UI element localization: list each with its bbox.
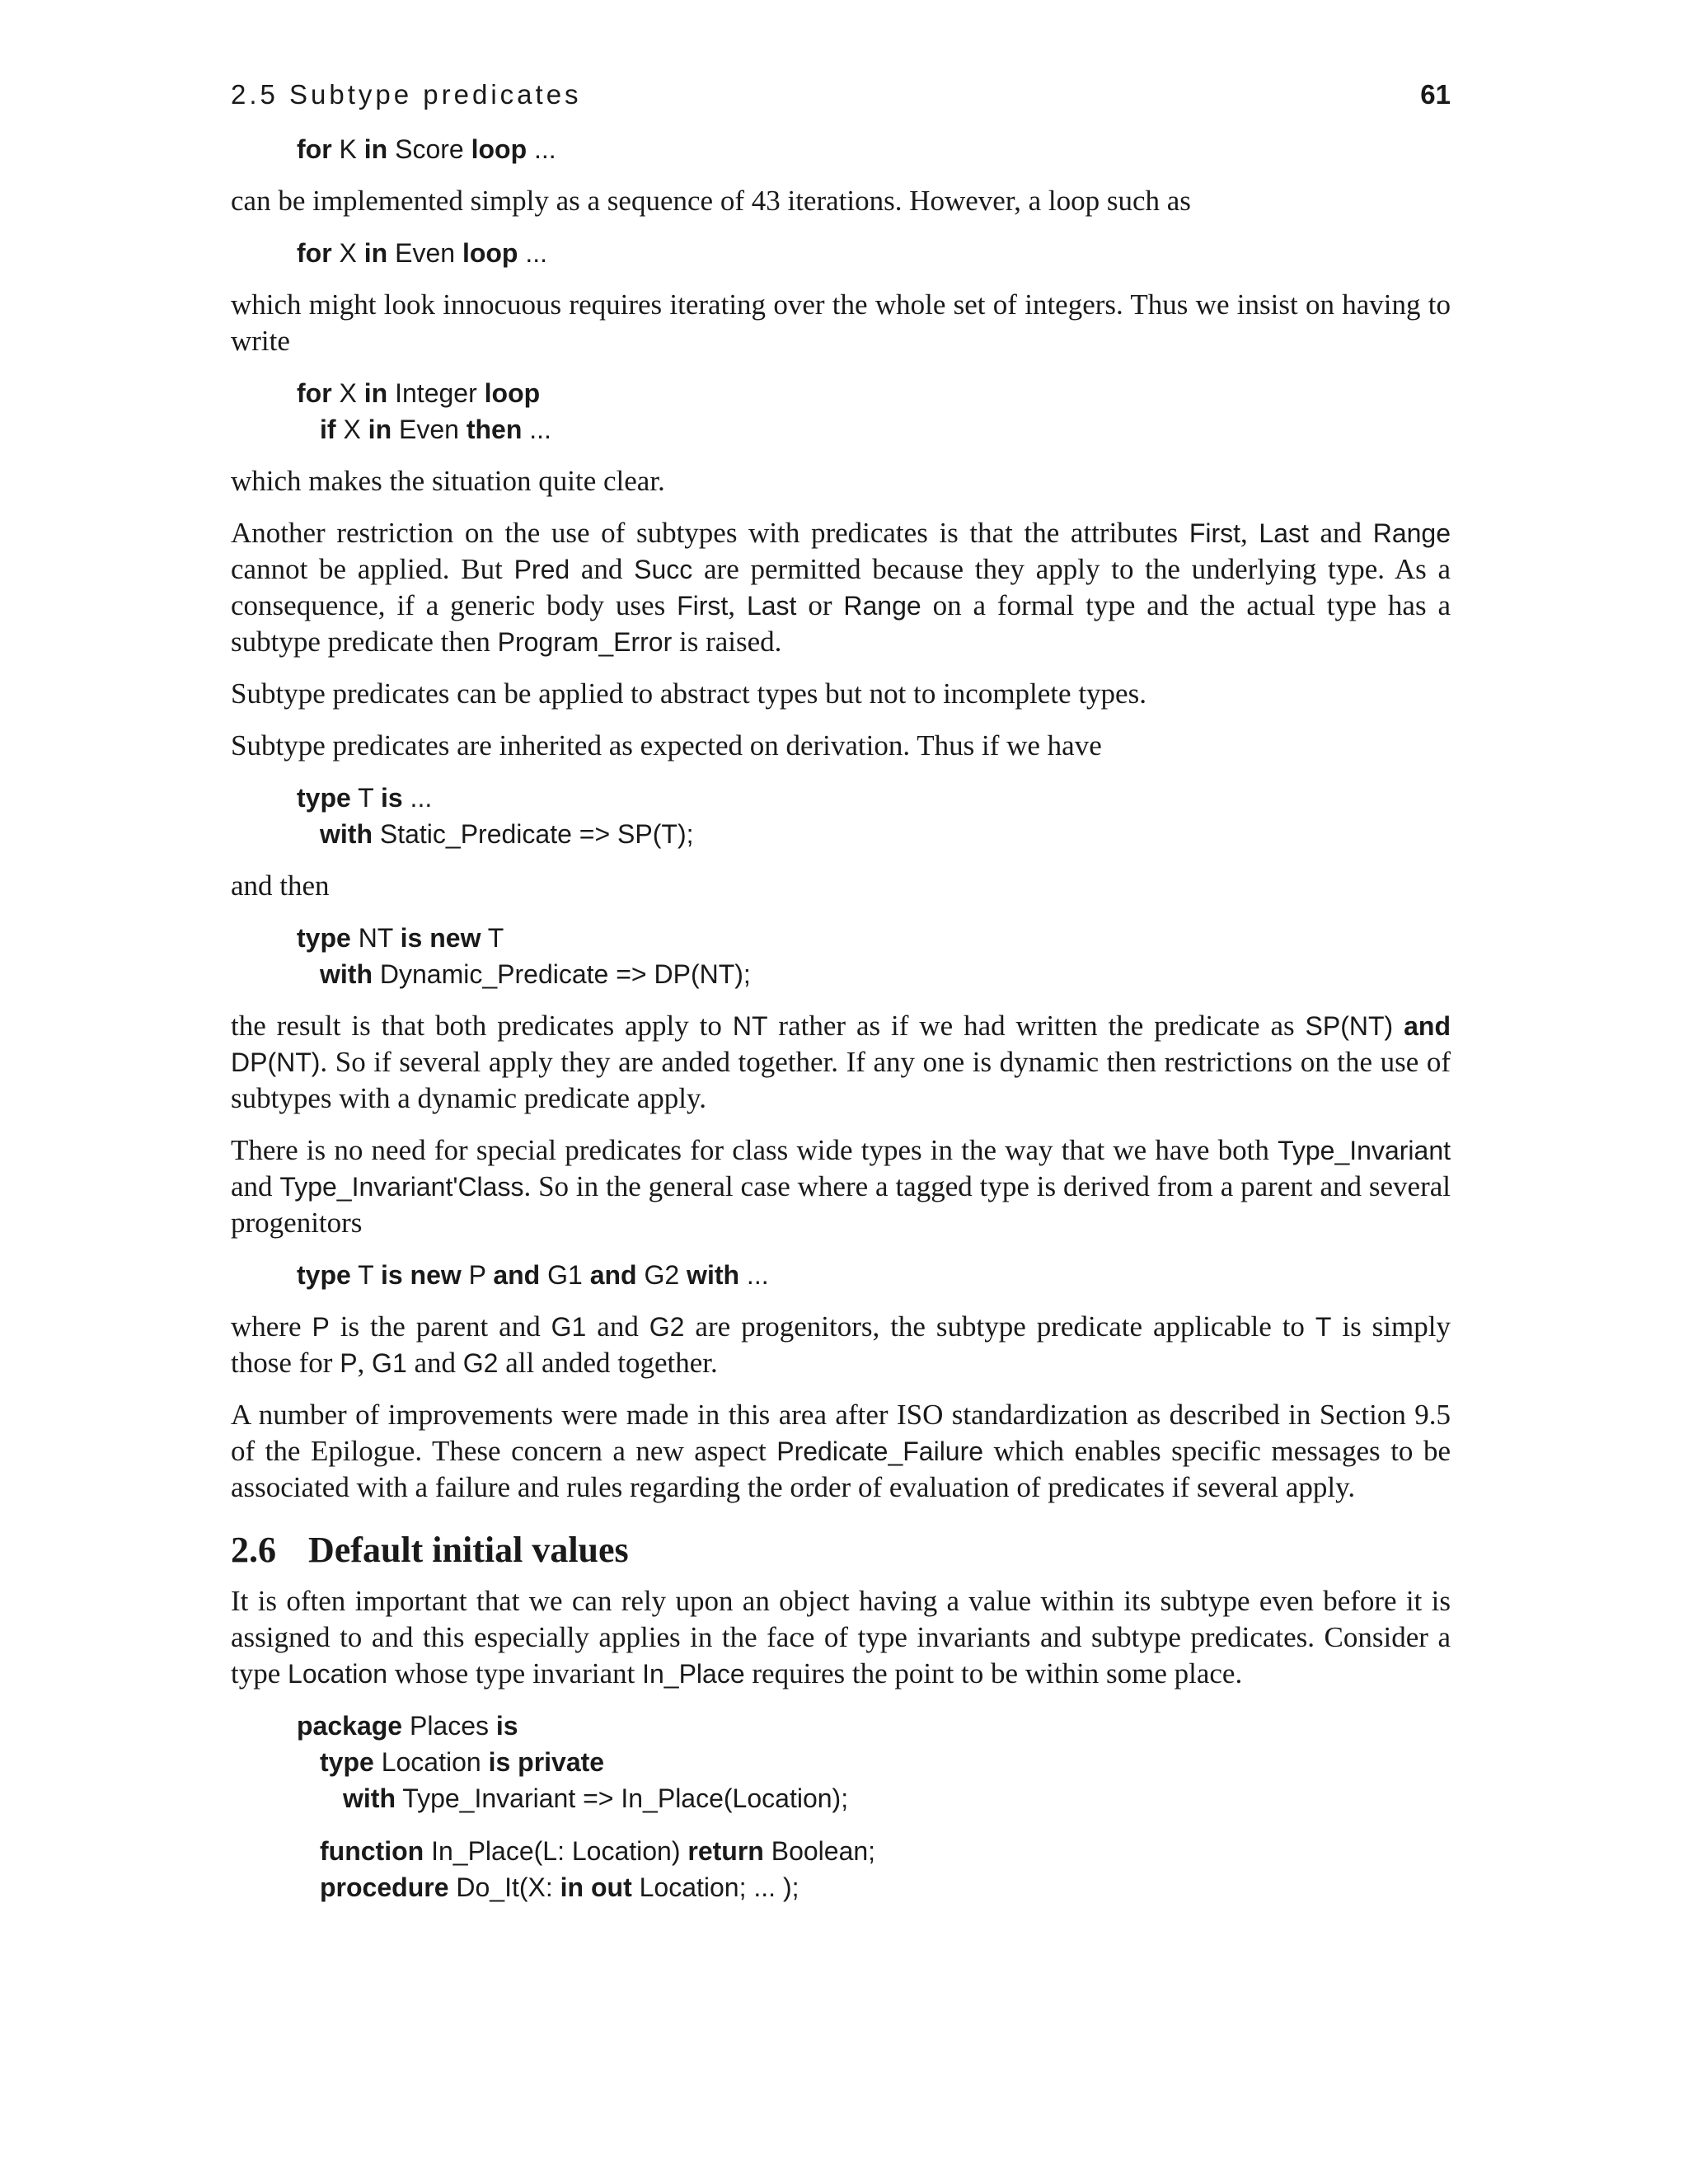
paragraph	[231, 1132, 1451, 1241]
keyword: loop	[471, 134, 528, 164]
keyword: is	[495, 1711, 518, 1741]
paragraph: which might look innocuous requires iterating over the whole set of integers. Thus we insist on having to write	[231, 288, 1451, 357]
code-line	[297, 816, 1451, 852]
text: A number of improvements were made in this area after ISO standardization as described in Section 9.5 of the Epilogue. These concern a new aspect	[231, 1399, 1451, 1467]
keyword: procedure	[320, 1872, 449, 1902]
keyword: with	[343, 1783, 396, 1813]
keyword: and	[493, 1260, 541, 1290]
text: There is no need for special predicates for class wide types in the way that we have both	[231, 1134, 1278, 1166]
keyword: function	[320, 1836, 424, 1866]
code-text: ...	[739, 1260, 769, 1290]
text: ,	[1240, 517, 1259, 549]
code-line	[297, 375, 1451, 411]
text: is simply those for	[231, 1310, 1451, 1379]
keyword: for	[297, 238, 332, 268]
page-number: 61	[1420, 79, 1451, 110]
code-line	[297, 411, 1451, 448]
text: . So if several apply they are anded together. If any one is dynamic then restrictions on the use of subtypes with a dynamic predicate apply.	[231, 1046, 1451, 1114]
keyword: then	[466, 415, 523, 444]
code-line	[297, 1833, 1451, 1869]
code-line	[297, 1780, 1451, 1816]
paragraph: Subtype predicates are inherited as expected on derivation. Thus if we have	[231, 729, 1102, 762]
code-line	[297, 1744, 1451, 1780]
identifier: NT	[732, 1011, 768, 1041]
keyword: in	[363, 378, 388, 408]
text: are progenitors, the subtype predicate applicable to	[684, 1310, 1315, 1343]
identifier: In_Place	[642, 1659, 745, 1689]
code-text: Integer	[387, 378, 485, 408]
code-text: G1	[540, 1260, 590, 1290]
code-line	[297, 131, 1451, 167]
identifier: Last	[1259, 518, 1309, 548]
text: Another restriction on the use of subtypes with predicates is that the attributes	[231, 517, 1189, 549]
identifier: Range	[1372, 518, 1451, 548]
identifier: Range	[843, 591, 921, 621]
keyword: in	[363, 134, 388, 164]
text: . So in the general case where a tagged type is derived from a parent and several progenitors	[231, 1170, 1451, 1239]
identifier: First	[677, 591, 729, 621]
text: cannot be applied. But	[231, 553, 514, 585]
running-title: 2.5 Subtype predicates	[231, 79, 582, 110]
keyword: type	[297, 1260, 351, 1290]
code-text: ...	[522, 415, 551, 444]
text: and	[231, 1170, 280, 1202]
text: whose type invariant	[387, 1657, 643, 1690]
code-text: Dynamic_Predicate => DP(NT);	[372, 959, 751, 989]
text: and	[586, 1310, 649, 1343]
code-text: K	[331, 134, 364, 164]
text: the result is that both predicates apply to	[231, 1010, 733, 1042]
text: is the parent and	[329, 1310, 551, 1343]
code-text: Location	[373, 1747, 489, 1777]
identifier: Predicate_Failure	[776, 1436, 984, 1466]
identifier: G1	[551, 1312, 587, 1342]
keyword: type	[297, 783, 351, 813]
keyword: type	[297, 923, 351, 953]
keyword: for	[297, 134, 332, 164]
text: requires the point to be within some place.	[744, 1657, 1243, 1690]
code-text: Boolean;	[763, 1836, 876, 1866]
code-text: Type_Invariant => In_Place(Location);	[395, 1783, 849, 1813]
identifier: Location	[288, 1659, 387, 1689]
keyword: type	[320, 1747, 374, 1777]
code-text: Location; ... );	[631, 1872, 799, 1902]
text: ,	[728, 589, 747, 621]
identifier: Pred	[513, 555, 570, 584]
code-text: Even	[387, 238, 462, 268]
text: which enables specific messages to be associated with a failure and rules regarding the order of evaluation of predicates if several apply.	[231, 1435, 1451, 1503]
keyword: in	[363, 238, 388, 268]
code-text: NT	[350, 923, 401, 953]
text: is raised.	[672, 626, 782, 658]
identifier: G2	[649, 1312, 685, 1342]
keyword: return	[687, 1836, 764, 1866]
code-line	[297, 780, 1451, 816]
code-block	[297, 780, 1451, 852]
text: on a formal type and the actual type has a subtype predicate then	[231, 589, 1451, 658]
code-block	[297, 1708, 1451, 1905]
paragraph	[231, 1583, 1451, 1692]
running-header	[231, 78, 1451, 111]
code-block	[297, 131, 1451, 167]
identifier: SP(NT)	[1305, 1011, 1394, 1041]
keyword: is private	[488, 1747, 605, 1777]
identifier: P	[312, 1312, 330, 1342]
keyword: with	[320, 819, 373, 849]
text: where	[231, 1310, 312, 1343]
text: ,	[357, 1347, 373, 1379]
text: and	[570, 553, 635, 585]
code-text: Places	[402, 1711, 496, 1741]
identifier: Program_Error	[497, 627, 673, 657]
identifier: Succ	[634, 555, 693, 584]
text: or	[796, 589, 844, 621]
keyword: loop	[462, 238, 518, 268]
keyword: and	[589, 1260, 637, 1290]
code-text: In_Place(L: Location)	[424, 1836, 688, 1866]
keyword: is	[380, 783, 403, 813]
code-text: Do_It(X:	[448, 1872, 560, 1902]
keyword: for	[297, 378, 332, 408]
identifier: G2	[462, 1348, 499, 1378]
code-text: X	[335, 415, 368, 444]
paragraph	[231, 1008, 1451, 1117]
text: and	[406, 1347, 463, 1379]
keyword: and	[1404, 1011, 1451, 1041]
code-text: X	[331, 378, 364, 408]
code-text: Static_Predicate => SP(T);	[372, 819, 694, 849]
identifier: Type_Invariant'Class	[279, 1172, 524, 1202]
identifier: First	[1189, 518, 1241, 548]
keyword: if	[320, 415, 336, 444]
code-text: T	[350, 1260, 381, 1290]
code-line	[297, 1869, 1451, 1905]
keyword: with	[320, 959, 373, 989]
section-heading	[231, 1529, 1451, 1572]
code-block	[297, 1257, 1451, 1293]
identifier: DP(NT)	[231, 1047, 321, 1077]
text: are permitted because they apply to the underlying type. As a consequence, if a generic body uses	[231, 553, 1451, 621]
code-text: P	[461, 1260, 494, 1290]
keyword: in out	[560, 1872, 632, 1902]
code-line	[297, 1257, 1451, 1293]
code-text: T	[350, 783, 381, 813]
text: and	[1308, 517, 1373, 549]
code-text: Score	[387, 134, 471, 164]
paragraph: and then	[231, 869, 330, 902]
document-page	[231, 78, 1451, 1921]
code-text: ...	[402, 783, 433, 813]
keyword: in	[368, 415, 392, 444]
paragraph	[231, 515, 1451, 660]
identifier: Type_Invariant	[1278, 1136, 1451, 1165]
identifier: P	[340, 1348, 358, 1378]
code-block	[297, 235, 1451, 271]
code-text: X	[331, 238, 364, 268]
keyword: is new	[400, 923, 481, 953]
text: all anded together.	[498, 1347, 718, 1379]
text: rather as if we had written the predicate as	[767, 1010, 1306, 1042]
keyword: package	[297, 1711, 403, 1741]
code-line	[297, 1708, 1451, 1744]
code-text: G2	[636, 1260, 687, 1290]
code-line	[297, 235, 1451, 271]
keyword: loop	[484, 378, 541, 408]
code-block	[297, 375, 1451, 448]
paragraph: can be implemented simply as a sequence of 43 iterations. However, a loop such as	[231, 185, 1191, 217]
paragraph	[231, 1309, 1451, 1381]
identifier: T	[1315, 1312, 1332, 1342]
keyword: is new	[380, 1260, 462, 1290]
paragraph	[231, 1397, 1451, 1506]
code-text: ...	[518, 238, 548, 268]
code-text: Even	[392, 415, 467, 444]
code-text: T	[481, 923, 504, 953]
identifier: G1	[372, 1348, 407, 1378]
section-title: Default initial values	[308, 1530, 629, 1570]
text: It is often important that we can rely upon an object having a value within its subtype even before it is assigned to and this especially applies in the face of type invariants and subtype predicates. Consider a type	[231, 1585, 1451, 1690]
code-line	[297, 956, 1451, 992]
code-line	[297, 920, 1451, 956]
paragraph: Subtype predicates can be applied to abstract types but not to incomplete types.	[231, 677, 1146, 710]
code-block	[297, 920, 1451, 992]
keyword: with	[687, 1260, 740, 1290]
code-gap	[297, 1816, 1451, 1833]
identifier: Last	[746, 591, 797, 621]
code-text: ...	[527, 134, 556, 164]
section-number: 2.6	[231, 1530, 276, 1570]
paragraph: which makes the situation quite clear.	[231, 465, 665, 497]
